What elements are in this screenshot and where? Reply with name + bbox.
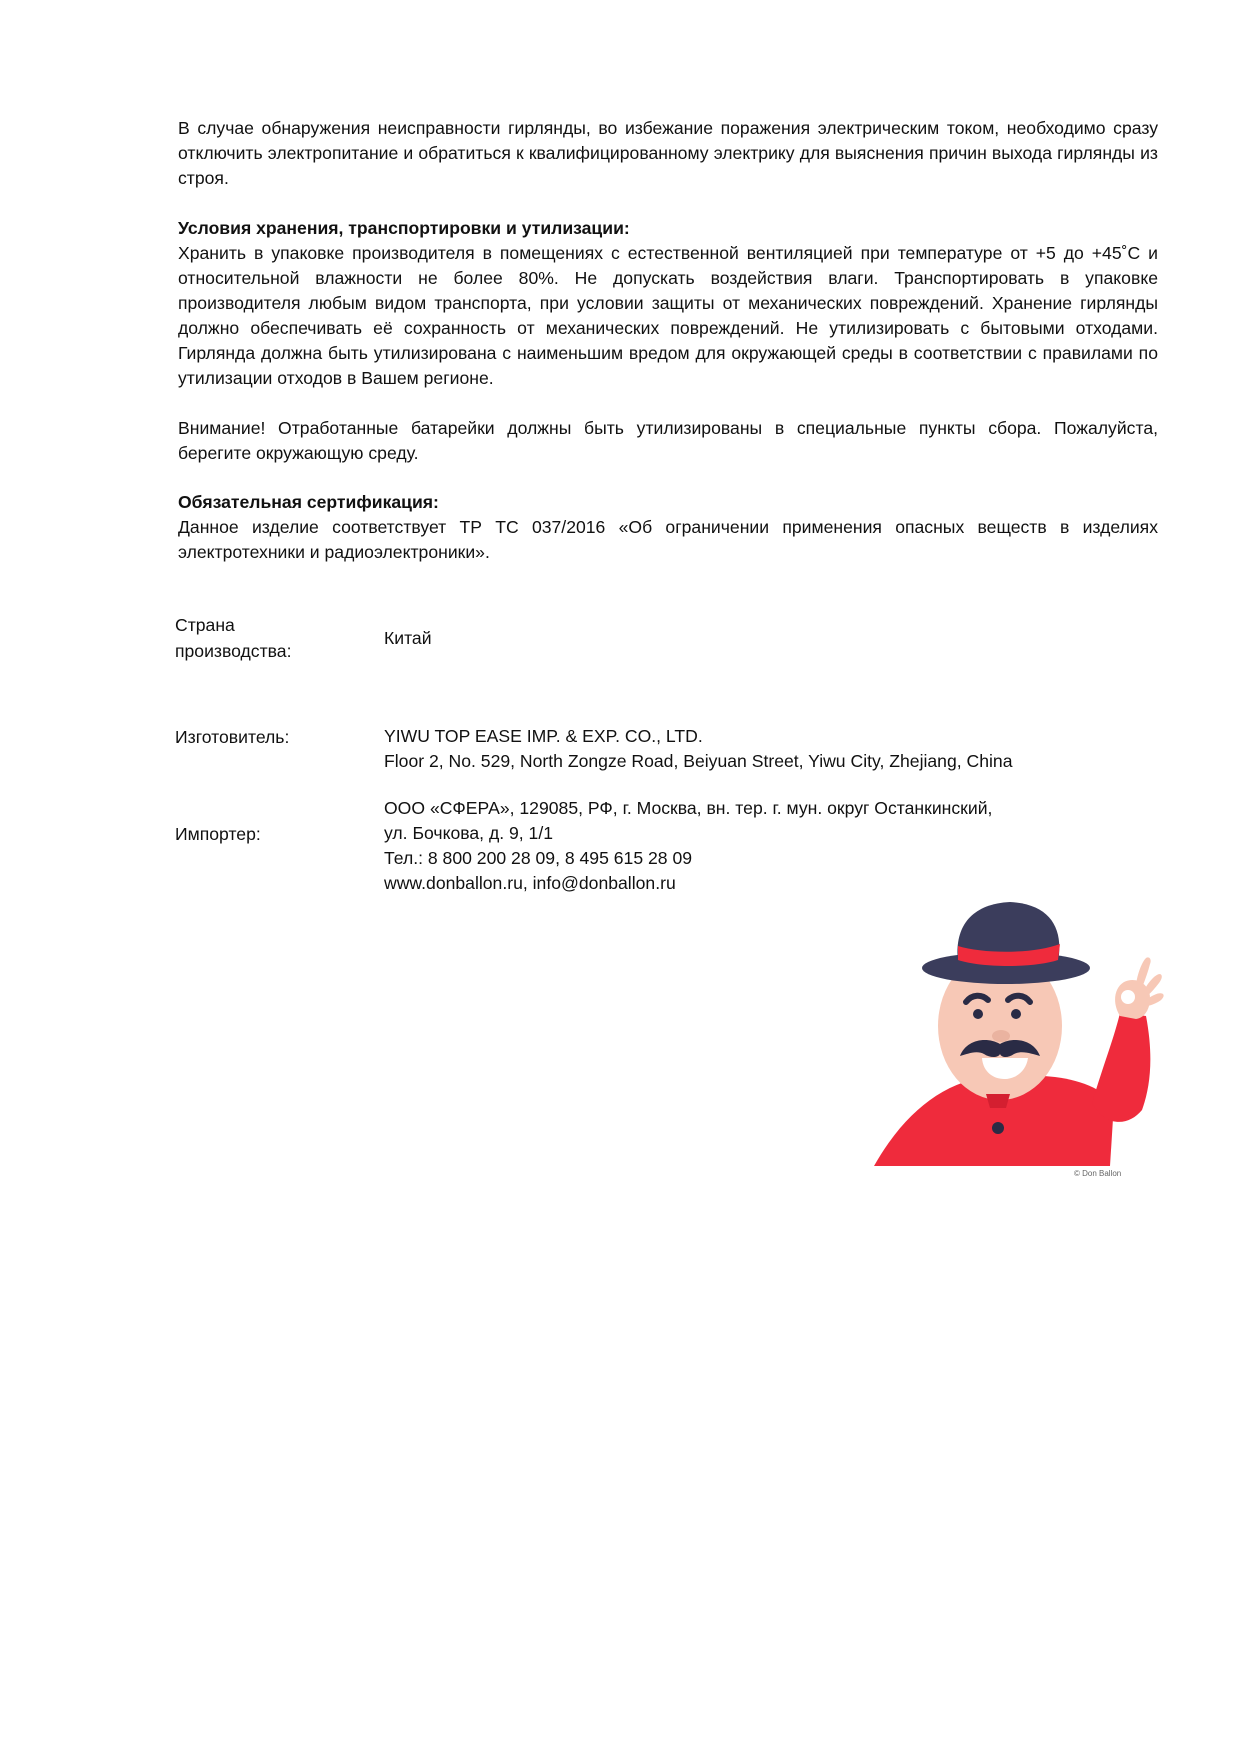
mascot-right-eye <box>1011 1009 1021 1019</box>
battery-warning-text: Внимание! Отработанные батарейки должны быть утилизированы в специальные пункты сбора. Пожалуйста, берегите окружающую среду. <box>178 418 1158 463</box>
malfunction-text: В случае обнаружения неисправности гирлянды, во избежание поражения электрическим током, необходимо сразу отключить электропитание и обратиться к квалифицированному электрику для выяснения причин выхода гирлянды из строя. <box>178 118 1158 188</box>
country-value-text: Китай <box>384 628 432 648</box>
mascot-left-eye <box>973 1009 983 1019</box>
mascot-hand <box>1115 957 1164 1019</box>
certification-text: Данное изделие соответствует ТР ТС 037/2016 «Об ограничении применения опасных веществ в изделиях электротехники и радиоэлектроники». <box>178 517 1158 562</box>
importer-name: ООО «СФЕРА», 129085, РФ, г. Москва, вн. тер. г. мун. округ Останкинский, <box>384 798 993 818</box>
storage-heading: Условия хранения, транспортировки и утилизации: <box>178 218 630 238</box>
country-label-line1: Страна <box>175 615 235 635</box>
certification-section <box>178 490 1158 565</box>
country-label-line2: производства: <box>175 641 292 661</box>
importer-phone: Тел.: 8 800 200 28 09, 8 495 615 28 09 <box>384 848 693 868</box>
country-label <box>175 612 335 664</box>
malfunction-paragraph <box>178 116 1158 191</box>
mascot-arm <box>1092 1013 1150 1122</box>
don-ballon-mascot <box>874 898 1174 1190</box>
certification-heading: Обязательная сертификация: <box>178 492 439 512</box>
mascot-credit: © Don Ballon <box>1074 1169 1122 1178</box>
manufacturer-name: YIWU TOP EASE IMP. & EXP. CO., LTD. <box>384 726 703 746</box>
storage-section <box>178 216 1158 391</box>
importer-label: Импортер: <box>175 824 261 844</box>
manufacturer-label: Изготовитель: <box>175 727 290 747</box>
manufacturer-value <box>384 724 1144 774</box>
battery-warning <box>178 416 1158 466</box>
storage-text: Хранить в упаковке производителя в помещениях с естественной вентиляцией при температуре от +5 до +45˚С и относительной влажности не более 80%. Не допускать воздействия влаги. Транспортировать в упаковке производителя любым видом транспорта, при условии защиты от механических повреждений. Хранение гирлянды должно обеспечивать её сохранность от механических повреждений. Не утилизировать с бытовыми отходами. Гирлянда должна быть утилизирована с наименьшим вредом для окружающей среды в соответствии с правилами по утилизации отходов в Вашем регионе. <box>178 243 1158 388</box>
manufacturer-address: Floor 2, No. 529, North Zongze Road, Beiyuan Street, Yiwu City, Zhejiang, China <box>384 751 1013 771</box>
importer-address: ул. Бочкова, д. 9, 1/1 <box>384 823 554 843</box>
mascot-button <box>992 1122 1004 1134</box>
importer-contacts: www.donballon.ru, info@donballon.ru <box>384 873 676 893</box>
importer-value <box>384 796 1144 896</box>
country-value <box>384 626 1144 651</box>
